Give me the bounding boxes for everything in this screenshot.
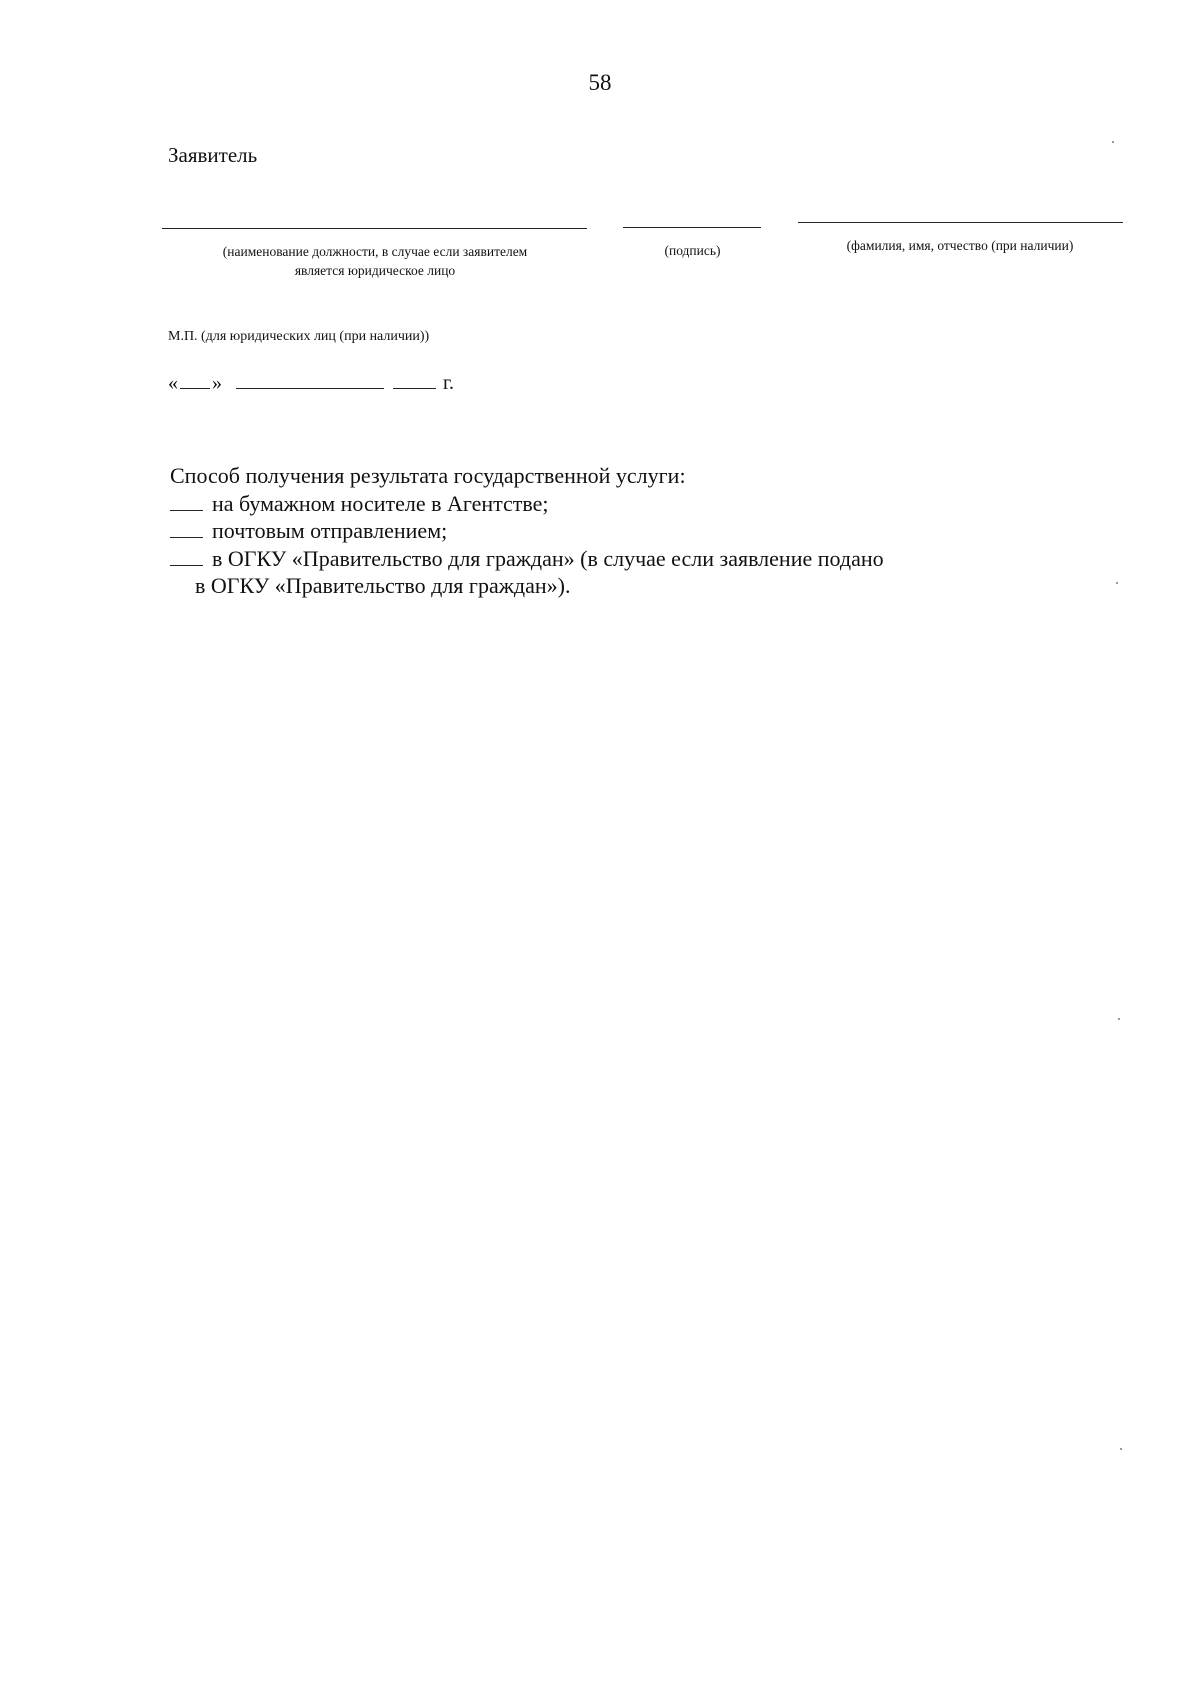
option-blank: [170, 490, 203, 511]
year-suffix: г.: [443, 372, 454, 394]
signature-line: [623, 227, 761, 228]
position-caption-line-2: является юридическое лицо: [294, 263, 456, 278]
signature-caption: (подпись): [664, 243, 721, 258]
page-number: 58: [588, 70, 612, 95]
method-option-label: на бумажном носителе в Агентстве;: [212, 490, 549, 516]
scan-speck: [1116, 582, 1118, 584]
option-blank: [170, 545, 203, 566]
scan-speck: [1112, 141, 1114, 143]
method-option-paper: [170, 490, 884, 518]
scan-speck: [1118, 1018, 1120, 1020]
date-close-quote: »: [212, 372, 222, 394]
date-line: [168, 370, 454, 395]
stamp-label: М.П. (для юридических лиц (при наличии)): [168, 329, 430, 344]
option-blank: [170, 517, 203, 538]
position-caption-line-1: (наименование должности, в случае если заявителем: [222, 244, 528, 259]
fio-line: [798, 222, 1123, 223]
applicant-label: Заявитель: [168, 143, 258, 167]
fio-caption: (фамилия, имя, отчество (при наличии): [846, 238, 1074, 253]
position-signature-line: [162, 228, 587, 229]
month-blank: [236, 370, 384, 389]
method-option-label: в ОГКУ «Правительство для граждан» (в случае если заявление подано: [212, 545, 884, 571]
result-method-section: [170, 462, 884, 600]
result-method-title: Способ получения результата государственной услуги:: [170, 463, 686, 488]
method-option-mail: [170, 517, 884, 545]
method-option-ogku: [170, 545, 884, 573]
method-option-label: почтовым отправлением;: [212, 518, 448, 543]
method-option-ogku-continuation: в ОГКУ «Правительство для граждан»).: [195, 573, 571, 598]
date-open-quote: «: [168, 372, 178, 394]
position-caption: [160, 242, 590, 280]
day-blank: [180, 370, 210, 389]
scan-speck: [1120, 1448, 1122, 1450]
year-blank: [393, 370, 436, 389]
